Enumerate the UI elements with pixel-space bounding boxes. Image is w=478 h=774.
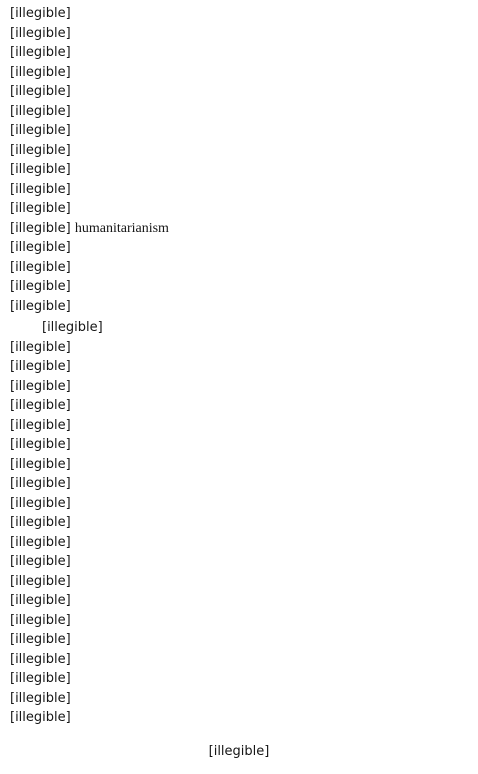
text-line xyxy=(10,357,468,377)
line-text: [illegible] xyxy=(10,103,71,119)
text-line xyxy=(10,689,468,709)
line-text: [illegible] xyxy=(42,320,103,335)
line-text: [illegible] xyxy=(10,162,71,177)
text-line xyxy=(10,121,468,141)
text-line xyxy=(10,199,468,219)
text-line xyxy=(10,435,468,455)
paragraph-2 xyxy=(10,318,468,728)
line-text: [illegible] xyxy=(10,123,71,138)
line-text: [illegible] xyxy=(10,298,71,314)
text-line xyxy=(10,297,468,317)
line-text: [illegible] xyxy=(10,220,71,236)
line-text: [illegible] xyxy=(10,142,71,158)
text-line xyxy=(10,513,468,533)
paragraph-3 xyxy=(10,742,468,762)
text-line xyxy=(10,180,468,200)
text-line xyxy=(10,141,468,161)
text-line xyxy=(10,591,468,611)
text-line xyxy=(10,630,468,650)
text-line xyxy=(10,416,468,436)
text-line xyxy=(10,24,468,44)
text-line xyxy=(10,708,468,728)
text-line xyxy=(10,533,468,553)
text-line xyxy=(10,63,468,83)
text-line xyxy=(10,494,468,514)
text-line xyxy=(10,455,468,475)
line-text: [illegible] xyxy=(10,181,71,197)
line-text: [illegible] xyxy=(208,744,270,759)
line-text: [illegible] xyxy=(10,279,71,294)
line-text: [illegible] xyxy=(10,84,71,99)
line-text: [illegible] xyxy=(10,651,71,667)
line-text: [illegible] xyxy=(10,359,71,374)
text-line xyxy=(10,258,468,278)
line-text: [illegible] xyxy=(10,476,71,491)
text-line xyxy=(10,160,468,180)
line-text: [illegible] xyxy=(10,456,71,472)
text-line xyxy=(10,742,468,762)
line-text: [illegible] xyxy=(10,417,71,433)
line-text: [illegible] xyxy=(10,437,71,452)
text-line-with-english-word xyxy=(10,219,468,239)
text-line xyxy=(10,572,468,592)
line-text: [illegible] xyxy=(10,495,71,511)
text-line xyxy=(10,4,468,24)
line-text: [illegible] xyxy=(10,201,71,216)
line-text: [illegible] xyxy=(10,398,71,413)
line-text: [illegible] xyxy=(10,378,71,394)
line-text: [illegible] xyxy=(10,25,71,41)
text-line xyxy=(10,552,468,572)
text-line xyxy=(10,377,468,397)
line-text: [illegible] xyxy=(10,64,71,80)
line-text: [illegible] xyxy=(10,45,71,60)
text-line xyxy=(10,650,468,670)
line-text: [illegible] xyxy=(10,573,71,589)
text-line xyxy=(10,277,468,297)
line-text: [illegible] xyxy=(10,534,71,550)
line-text: [illegible] xyxy=(10,690,71,706)
text-line xyxy=(10,102,468,122)
line-text: [illegible] xyxy=(10,671,71,686)
text-line xyxy=(10,43,468,63)
line-text: [illegible] xyxy=(10,593,71,608)
line-text: [illegible] xyxy=(10,632,71,647)
line-text: [illegible] xyxy=(10,612,71,628)
line-text: [illegible] xyxy=(10,240,71,255)
line-text: [illegible] xyxy=(10,6,71,21)
line-text: [illegible] xyxy=(10,339,71,355)
text-line xyxy=(10,82,468,102)
text-line xyxy=(10,238,468,258)
text-line xyxy=(10,474,468,494)
text-line xyxy=(10,318,468,338)
text-line xyxy=(10,611,468,631)
line-text: [illegible] xyxy=(10,515,71,530)
line-text: [illegible] xyxy=(10,710,71,725)
english-word: humanitarianism xyxy=(74,220,169,236)
line-text: [illegible] xyxy=(10,259,71,275)
text-line xyxy=(10,338,468,358)
line-text: [illegible] xyxy=(10,554,71,569)
text-line xyxy=(10,396,468,416)
paragraph-1 xyxy=(10,4,468,316)
text-line xyxy=(10,669,468,689)
